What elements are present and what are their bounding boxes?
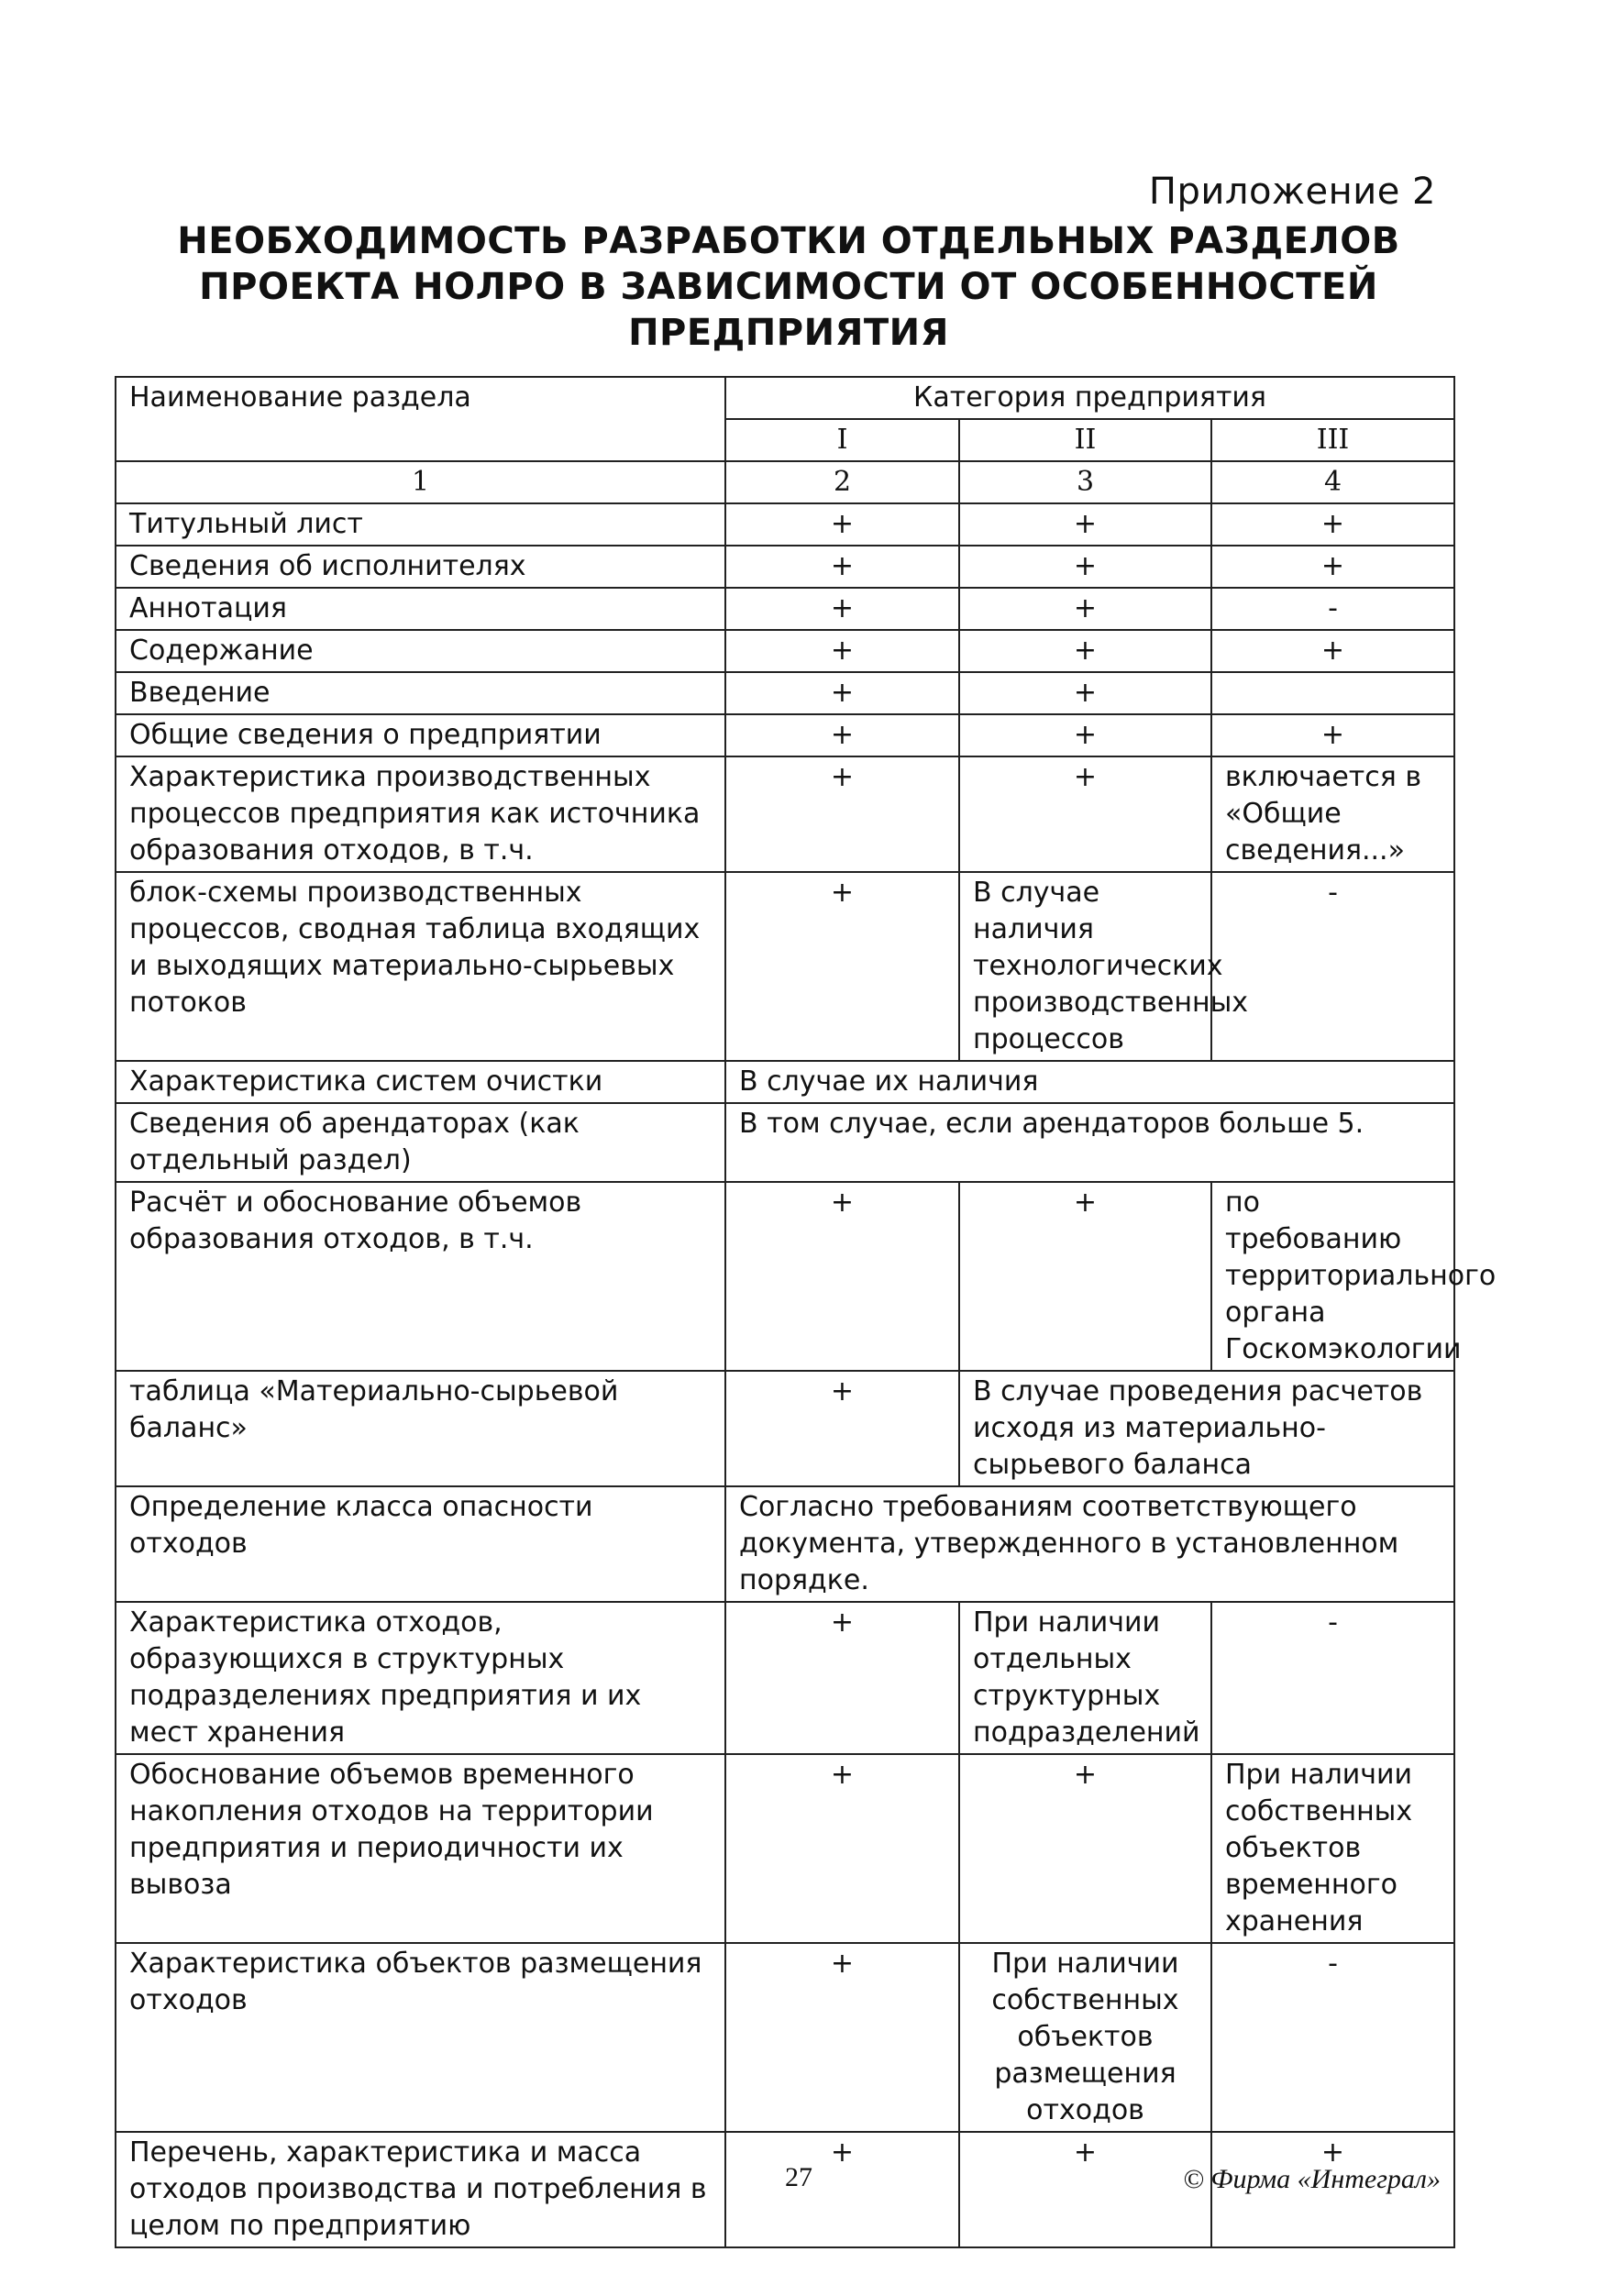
cell-cat-3: - xyxy=(1211,872,1454,1061)
appendix-label: Приложение 2 xyxy=(1148,171,1436,213)
cell-cat-2: + xyxy=(959,1182,1211,1371)
column-number: 2 xyxy=(725,461,959,503)
cell-cat-1: + xyxy=(725,1943,959,2132)
cell-cat-3: - xyxy=(1211,1602,1454,1754)
table-header-row xyxy=(116,377,1454,419)
cell-cat-3: - xyxy=(1211,1943,1454,2132)
section-name: Введение xyxy=(116,672,725,714)
cell-cat-1: + xyxy=(725,872,959,1061)
table-row xyxy=(116,714,1454,756)
cell-cat-1: + xyxy=(725,756,959,872)
table-row xyxy=(116,1602,1454,1754)
category-label: II xyxy=(959,419,1211,461)
cell-cat-3 xyxy=(1211,672,1454,714)
cell-cat-3: - xyxy=(1211,588,1454,630)
cell-cat-2: + xyxy=(959,1754,1211,1943)
table-row xyxy=(116,546,1454,588)
cell-cat-1: + xyxy=(725,714,959,756)
table-row xyxy=(116,872,1454,1061)
table-row xyxy=(116,588,1454,630)
cell-cat-1: + xyxy=(725,1754,959,1943)
title-line: ПРОЕКТА НОЛРО В ЗАВИСИМОСТИ ОТ ОСОБЕННОСТЕЙ xyxy=(199,266,1378,308)
header-section-name: Наименование раздела xyxy=(116,377,725,461)
cell-cat-2: + xyxy=(959,503,1211,546)
cell-cat-3: + xyxy=(1211,503,1454,546)
table-row xyxy=(116,756,1454,872)
cell-merged: В случае их наличия xyxy=(725,1061,1454,1103)
section-name: Обоснование объемов временного накопления отходов на территории предприятия и периодичности их вывоза xyxy=(116,1754,725,1943)
cell-cat-2-3: В случае проведения расчетов исходя из материально-сырьевого баланса xyxy=(959,1371,1454,1486)
section-name: Титульный лист xyxy=(116,503,725,546)
table-row xyxy=(116,1371,1454,1486)
page-title xyxy=(147,218,1431,356)
section-name: Характеристика объектов размещения отходов xyxy=(116,1943,725,2132)
cell-cat-2: + xyxy=(959,672,1211,714)
section-name: блок-схемы производственных процессов, сводная таблица входящих и выходящих материально-сырьевых потоков xyxy=(116,872,725,1061)
section-name: Общие сведения о предприятии xyxy=(116,714,725,756)
cell-cat-1: + xyxy=(725,1371,959,1486)
category-label: III xyxy=(1211,419,1454,461)
column-number: 3 xyxy=(959,461,1211,503)
page-number: 27 xyxy=(785,2162,812,2192)
table-row xyxy=(116,1103,1454,1182)
section-name: Перечень, характеристика и масса отходов производства и потребления в целом по предприятию xyxy=(116,2132,725,2247)
cell-cat-1: + xyxy=(725,2132,959,2247)
cell-cat-3: по требованию территориального органа Госкомэкологии xyxy=(1211,1182,1454,1371)
section-name: Характеристика производственных процессов предприятия как источника образования отходов, в т.ч. xyxy=(116,756,725,872)
table-row xyxy=(116,1754,1454,1943)
cell-cat-3: + xyxy=(1211,630,1454,672)
column-number: 4 xyxy=(1211,461,1454,503)
sections-table xyxy=(115,376,1497,2248)
table-row xyxy=(116,1182,1454,1371)
title-line: НЕОБХОДИМОСТЬ РАЗРАБОТКИ ОТДЕЛЬНЫХ РАЗДЕЛОВ xyxy=(177,220,1400,262)
cell-merged: В том случае, если арендаторов больше 5. xyxy=(725,1103,1454,1182)
cell-cat-1: + xyxy=(725,503,959,546)
cell-cat-2: + xyxy=(959,714,1211,756)
section-name: Аннотация xyxy=(116,588,725,630)
cell-cat-2: + xyxy=(959,630,1211,672)
title-line: ПРЕДПРИЯТИЯ xyxy=(628,312,949,354)
section-name: Характеристика систем очистки xyxy=(116,1061,725,1103)
column-number: 1 xyxy=(116,461,725,503)
cell-cat-2: + xyxy=(959,2132,1211,2247)
cell-cat-3: При наличии собственных объектов временного хранения xyxy=(1211,1754,1454,1943)
cell-cat-2: + xyxy=(959,588,1211,630)
header-category: Категория предприятия xyxy=(725,377,1454,419)
cell-cat-1: + xyxy=(725,546,959,588)
cell-cat-1: + xyxy=(725,1602,959,1754)
cell-cat-3: + xyxy=(1211,546,1454,588)
cell-cat-2: При наличии отдельных структурных подразделений xyxy=(959,1602,1211,1754)
table-row xyxy=(116,1943,1454,2132)
section-name: Сведения об арендаторах (как отдельный раздел) xyxy=(116,1103,725,1182)
cell-cat-2: + xyxy=(959,546,1211,588)
table-row xyxy=(116,503,1454,546)
table-row xyxy=(116,1061,1454,1103)
cell-cat-2: + xyxy=(959,756,1211,872)
cell-cat-3: + xyxy=(1211,714,1454,756)
section-name: Расчёт и обоснование объемов образования отходов, в т.ч. xyxy=(116,1182,725,1371)
table-row xyxy=(116,1486,1454,1602)
cell-cat-1: + xyxy=(725,588,959,630)
cell-cat-2: При наличии собственных объектов размещения отходов xyxy=(959,1943,1211,2132)
cell-cat-1: + xyxy=(725,630,959,672)
section-name: Определение класса опасности отходов xyxy=(116,1486,725,1602)
copyright: © Фирма «Интеграл» xyxy=(1183,2164,1441,2194)
cell-cat-3: включается в «Общие сведения...» xyxy=(1211,756,1454,872)
cell-cat-2: В случае наличия технологических производственных процессов xyxy=(959,872,1211,1061)
cell-cat-3: + xyxy=(1211,2132,1454,2247)
cell-cat-1: + xyxy=(725,672,959,714)
section-name: Содержание xyxy=(116,630,725,672)
column-number-row xyxy=(116,461,1454,503)
section-name: Характеристика отходов, образующихся в структурных подразделениях предприятия и их мест хранения xyxy=(116,1602,725,1754)
section-name: Сведения об исполнителях xyxy=(116,546,725,588)
cell-cat-1: + xyxy=(725,1182,959,1371)
table-row xyxy=(116,630,1454,672)
cell-merged: Согласно требованиям соответствующего документа, утвержденного в установленном порядке. xyxy=(725,1486,1454,1602)
table-row xyxy=(116,672,1454,714)
category-label: I xyxy=(725,419,959,461)
section-name: таблица «Материально-сырьевой баланс» xyxy=(116,1371,725,1486)
